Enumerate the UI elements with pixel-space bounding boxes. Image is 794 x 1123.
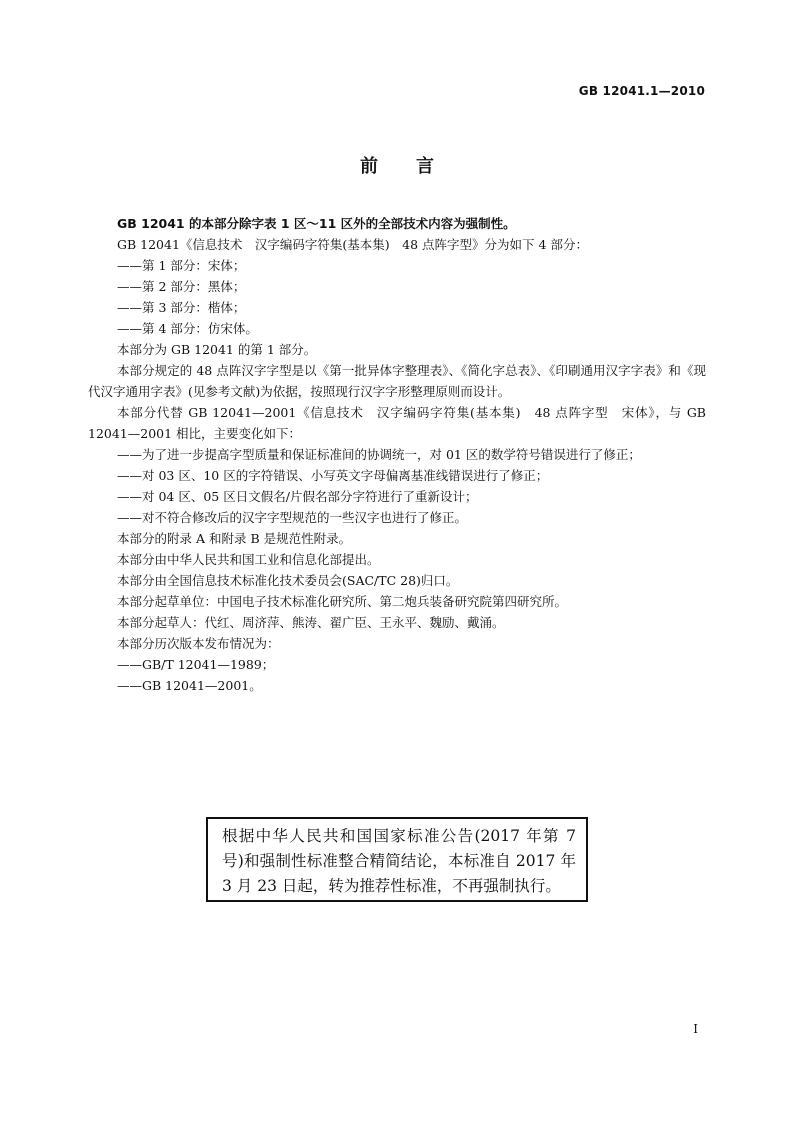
page-number: I: [693, 1022, 698, 1036]
paragraph-proposer: 本部分由中华人民共和国工业和信息化部提出。: [117, 552, 380, 567]
paragraph-drafting-units: 本部分起草单位：中国电子技术标准化研究所、第二炮兵装备研究院第四研究所。: [117, 594, 568, 609]
paragraph-annexes: 本部分的附录 A 和附录 B 是规范性附录。: [117, 531, 352, 546]
list-item-change-1: ——为了进一步提高字型质量和保证标准间的协调统一，对 01 区的数学符号错误进行了修正；: [117, 447, 641, 462]
list-item-change-4: ——对不符合修改后的汉字字型规范的一些汉字也进行了修正。: [117, 510, 468, 525]
status-notice-box: 根据中华人民共和国国家标准公告(2017 年第 7 号)和强制性标准整合精简结论，本标准自 2017 年 3 月 23 日起，转为推荐性标准，不再强制执行。: [206, 817, 588, 902]
list-item-part-3: ——第 3 部分：楷体；: [117, 300, 246, 315]
list-item-part-1: ——第 1 部分：宋体；: [117, 258, 246, 273]
paragraph-this-part: 本部分为 GB 12041 的第 1 部分。: [117, 342, 317, 357]
paragraph-history-intro: 本部分历次版本发布情况为：: [117, 636, 280, 651]
paragraph-drafters: 本部分起草人：代红、周济萍、熊涛、翟广臣、王永平、魏励、戴涌。: [117, 615, 505, 630]
page-title: 前言: [360, 156, 472, 177]
paragraph-parts-intro: GB 12041《信息技术 汉字编码字符集(基本集) 48 点阵字型》分为如下 4 部分：: [117, 237, 588, 252]
list-item-change-2: ——对 03 区、10 区的字符错误、小写英文字母偏离基准线错误进行了修正；: [117, 468, 549, 483]
paragraph-mandatory-statement: GB 12041 的本部分除字表 1 区～11 区外的全部技术内容为强制性。: [117, 216, 516, 231]
paragraph-basis: 本部分规定的 48 点阵汉字字型是以《第一批异体字整理表》、《简化字总表》、《印刷通用汉字字表》和《现代汉字通用字表》(见参考文献)为依据，按照现行汉字字形整理原则而设计。: [88, 363, 706, 399]
preface-body: [88, 213, 706, 696]
list-item-part-2: ——第 2 部分：黑体；: [117, 279, 246, 294]
standard-code-header: GB 12041.1—2010: [578, 84, 705, 98]
paragraph-committee: 本部分由全国信息技术标准化技术委员会(SAC/TC 28)归口。: [117, 573, 459, 588]
list-item-history-1: ——GB/T 12041—1989；: [117, 657, 275, 672]
list-item-history-2: ——GB 12041—2001。: [117, 678, 262, 693]
list-item-change-3: ——对 04 区、05 区日文假名/片假名部分字符进行了重新设计；: [117, 489, 478, 504]
paragraph-replaces: 本部分代替 GB 12041—2001《信息技术 汉字编码字符集(基本集) 48 点阵字型 宋体》，与 GB 12041—2001 相比，主要变化如下：: [88, 405, 706, 441]
list-item-part-4: ——第 4 部分：仿宋体。: [117, 321, 258, 336]
